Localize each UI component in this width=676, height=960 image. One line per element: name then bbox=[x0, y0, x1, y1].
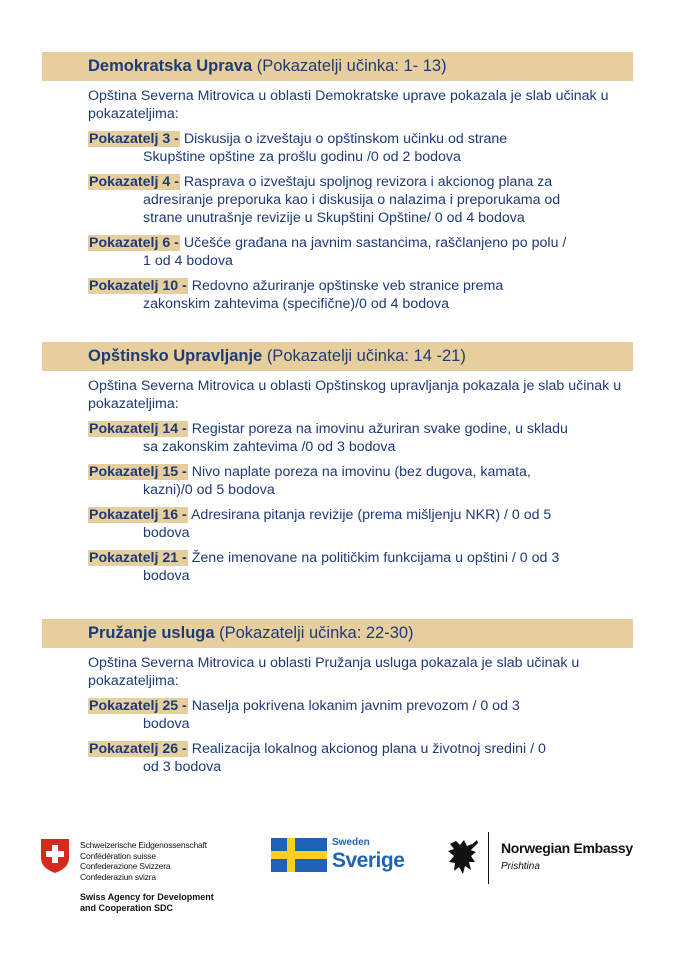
sdc-line: Swiss Agency for Development bbox=[80, 892, 214, 902]
section-range: (Pokazatelji učinka: 22-30) bbox=[219, 624, 414, 642]
swedish-flag-icon bbox=[271, 838, 327, 872]
indicator-item bbox=[88, 740, 628, 776]
indicator-text: Registar poreza na imovinu ažuriran svake godine, u skladu bbox=[191, 421, 568, 437]
indicator-label: Pokazatelj 6 - bbox=[89, 235, 179, 251]
indicator-label: Pokazatelj 21 - bbox=[89, 550, 187, 566]
indicator-text: Naselja pokrivena lokanim javnim prevozom / 0 od 3 bbox=[191, 698, 520, 714]
swiss-line: Confederazione Svizzera bbox=[80, 861, 171, 871]
indicator-text: Adresirana pitanja revizije (prema mišljenju NKR) / 0 od 5 bbox=[190, 507, 552, 523]
sdc-line: and Cooperation SDC bbox=[80, 903, 174, 913]
indicator-text: adresiranje preporuka kao i diskusija o nalazima i preporukama od bbox=[143, 192, 561, 208]
indicator-item bbox=[88, 277, 628, 313]
indicator-text: 1 od 4 bodova bbox=[143, 253, 233, 269]
section-range: (Pokazatelji učinka: 14 -21) bbox=[266, 347, 466, 365]
indicator-text: zakonskim zahtevima (specifične)/0 od 4 bodova bbox=[143, 296, 449, 312]
swiss-line: Schweizerische Eidgenossenschaft bbox=[80, 840, 207, 850]
indicator-label: Pokazatelj 10 - bbox=[89, 278, 187, 294]
section-header bbox=[42, 52, 633, 81]
section-intro: Opština Severna Mitrovica u oblasti Demokratske uprave pokazala je slab učinak u pokazateljima: bbox=[88, 88, 609, 122]
section-intro: Opština Severna Mitrovica u oblasti Opštinskog upravljanja pokazala je slab učinak u pokazateljima: bbox=[88, 378, 622, 412]
indicator-text: bodova bbox=[143, 568, 190, 584]
sdc-name bbox=[80, 892, 214, 914]
indicator-text: strane unutrašnje revizije u Skupštini Opštine/ 0 od 4 bodova bbox=[143, 210, 525, 226]
swiss-sdc-logo bbox=[40, 836, 260, 916]
embassy-city: Prishtina bbox=[501, 861, 540, 872]
section-opstinsko-upravljanje bbox=[42, 342, 633, 585]
indicator-item bbox=[88, 420, 628, 456]
sverige-label: Sverige bbox=[332, 849, 405, 872]
indicator-text: Rasprava o izveštaju spoljnog revizora i akcionog plana za bbox=[183, 174, 553, 190]
indicator-text: od 3 bodova bbox=[143, 759, 222, 775]
indicator-text: Žene imenovane na političkim funkcijama u opštini / 0 od 3 bbox=[191, 550, 560, 566]
indicator-label: Pokazatelj 25 - bbox=[89, 698, 187, 714]
section-title: Opštinsko Upravljanje bbox=[88, 347, 263, 365]
indicator-text: bodova bbox=[143, 525, 190, 541]
indicator-text: Skupštine opštine za prošlu godinu /0 od 2 bodova bbox=[143, 149, 461, 165]
section-range: (Pokazatelji učinka: 1- 13) bbox=[256, 57, 447, 75]
indicator-item bbox=[88, 697, 628, 733]
indicator-item bbox=[88, 234, 628, 270]
section-header bbox=[42, 342, 633, 371]
indicator-text: Diskusija o izveštaju o opštinskom učinku od strane bbox=[183, 131, 508, 147]
section-intro: Opština Severna Mitrovica u oblasti Pružanja usluga pokazala je slab učinak u pokazateljima: bbox=[88, 655, 580, 689]
indicator-text: sa zakonskim zahtevima /0 od 3 bodova bbox=[143, 439, 396, 455]
sweden-label: Sweden bbox=[332, 837, 370, 848]
swiss-line: Confederaziun svizra bbox=[80, 871, 156, 882]
indicator-item bbox=[88, 506, 628, 542]
indicator-label: Pokazatelj 26 - bbox=[89, 741, 187, 757]
section-pruzanje-usluga bbox=[42, 619, 633, 776]
norwegian-lion-icon bbox=[446, 838, 480, 876]
indicator-label: Pokazatelj 4 - bbox=[89, 174, 179, 190]
indicator-item bbox=[88, 130, 628, 166]
swiss-confederation-names bbox=[80, 840, 207, 882]
sweden-logo bbox=[271, 836, 411, 876]
indicator-text: Nivo naplate poreza na imovinu (bez dugova, kamata, bbox=[191, 464, 531, 480]
indicator-text: Realizacija lokalnog akcionog plana u životnoj sredini / 0 bbox=[191, 741, 546, 757]
indicator-label: Pokazatelj 14 - bbox=[89, 421, 187, 437]
indicator-text: kazni)/0 od 5 bodova bbox=[143, 482, 275, 498]
norwegian-embassy-logo bbox=[446, 832, 646, 888]
swiss-line: Confédération suisse bbox=[80, 850, 156, 861]
swiss-shield-icon bbox=[40, 838, 70, 874]
indicator-item bbox=[88, 173, 628, 227]
indicator-item bbox=[88, 463, 628, 499]
indicator-label: Pokazatelj 3 - bbox=[89, 131, 179, 147]
indicator-text: Učešće građana na javnim sastancima, raščlanjeno po polu / bbox=[183, 235, 567, 251]
indicator-text: bodova bbox=[143, 716, 190, 732]
divider bbox=[488, 832, 489, 884]
indicator-text: Redovno ažuriranje opštinske veb stranice prema bbox=[191, 278, 504, 294]
section-title: Demokratska Uprava bbox=[88, 57, 253, 75]
section-title: Pružanje usluga bbox=[88, 624, 215, 642]
embassy-name: Norwegian Embassy bbox=[501, 840, 633, 856]
section-demokratska-uprava bbox=[42, 52, 633, 313]
indicator-label: Pokazatelj 15 - bbox=[89, 464, 187, 480]
indicator-item bbox=[88, 549, 628, 585]
indicator-label: Pokazatelj 16 - bbox=[89, 507, 187, 523]
section-header bbox=[42, 619, 633, 648]
